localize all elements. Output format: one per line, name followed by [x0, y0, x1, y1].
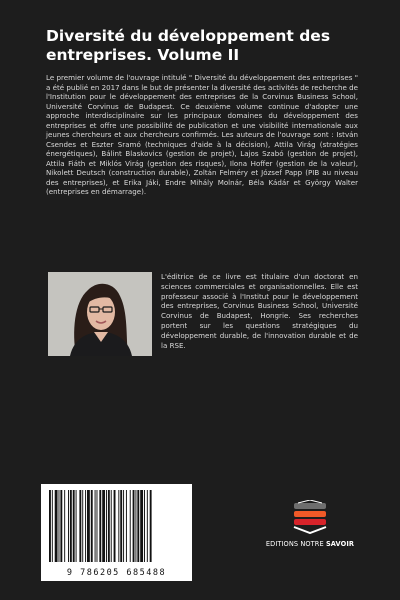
barcode-bar — [114, 490, 116, 562]
book-title: Diversité du développement des entreprises. Volume II — [46, 27, 331, 64]
barcode-bar — [55, 490, 58, 562]
barcode-bar — [82, 490, 83, 562]
barcode-bar — [73, 490, 75, 562]
barcode-bar — [70, 490, 72, 562]
barcode-bar — [140, 490, 143, 562]
isbn-barcode — [41, 484, 192, 581]
barcode-bar — [97, 490, 98, 562]
barcode-bar — [144, 490, 145, 562]
barcode-bar — [120, 490, 122, 562]
publisher-logo-icon — [291, 500, 329, 538]
barcode-bar — [150, 490, 152, 562]
barcode-bar — [85, 490, 86, 562]
barcode-bar — [99, 490, 101, 562]
publisher-name-regular: EDITIONS NOTRE — [265, 540, 326, 548]
barcode-bar — [126, 490, 127, 562]
publisher-block — [255, 500, 365, 555]
barcode-bar — [147, 490, 148, 562]
barcode-bar — [91, 490, 93, 562]
barcode-bar — [130, 490, 131, 562]
barcode-bar — [68, 490, 69, 562]
barcode-bar — [108, 490, 110, 562]
author-photo — [48, 272, 152, 356]
barcode-bar — [135, 490, 136, 562]
barcode-bar — [76, 490, 77, 562]
barcode-bar — [79, 490, 81, 562]
barcode-bar — [60, 490, 62, 562]
barcode-bar — [123, 490, 124, 562]
barcode-bar — [106, 490, 107, 562]
publisher-name-bold: SAVOIR — [325, 540, 355, 548]
barcode-bar — [52, 490, 53, 562]
barcode-bar — [59, 490, 60, 562]
book-description: Le premier volume de l'ouvrage intitulé " Diversité du développement des entreprises " a été publié en 2017 dans le but de présenter la diversité des activités de recherche de l'Institution pour le développement des entreprises de la Corvinus Business School, Université Corvinus de Budapest. Ce deuxième volume continue d'adopter une approche interdisciplinaire sur les principaux domaines du développement des entreprises et offre une possibilité de publication et une visibilité internationale aux jeunes chercheurs et aux chercheurs confirmés. Les auteurs de l'ouvrage sont : István Csendes et Eszter Sramó (techniques d'aide à la décision), Attila Virág (stratégies énergétiques), Bálint Blaskovics (gestion de projet), Lajos Szabó (gestion de projet), Attila Fiáth et Miklós Virág (gestion des risques), Ilona Hoffer (gestion de la valeur), Nikolett Deutsch (construction durable), Zoltán Felméry et József Papp (PIB au niveau des entreprises), et Erika Jáki, Endre Mihály Molnár, Béla Kádár et György Walter (entreprises en démarrage). — [46, 73, 358, 196]
barcode-bar — [111, 490, 112, 562]
barcode-bar — [95, 490, 96, 562]
barcode-bar — [49, 490, 51, 562]
barcode-bar — [133, 490, 135, 562]
barcode-bar — [102, 490, 105, 562]
author-bio: L'éditrice de ce livre est titulaire d'un doctorat en sciences commerciales et organisationnelles. Elle est professeur associé à l'Institut pour le développement des entreprises, Corvinus Business School, Université Corvinus de Budapest, Hongrie. Ses recherches portent sur les questions stratégiques du développement durable, de l'innovation durable et de la RSE. — [161, 272, 358, 350]
barcode-bar — [64, 490, 65, 562]
barcode-bar — [87, 490, 90, 562]
barcode-bar — [118, 490, 119, 562]
publisher-name — [255, 540, 365, 548]
barcode-bar — [137, 490, 139, 562]
isbn-digits: 9 786205 685488 — [66, 568, 167, 578]
